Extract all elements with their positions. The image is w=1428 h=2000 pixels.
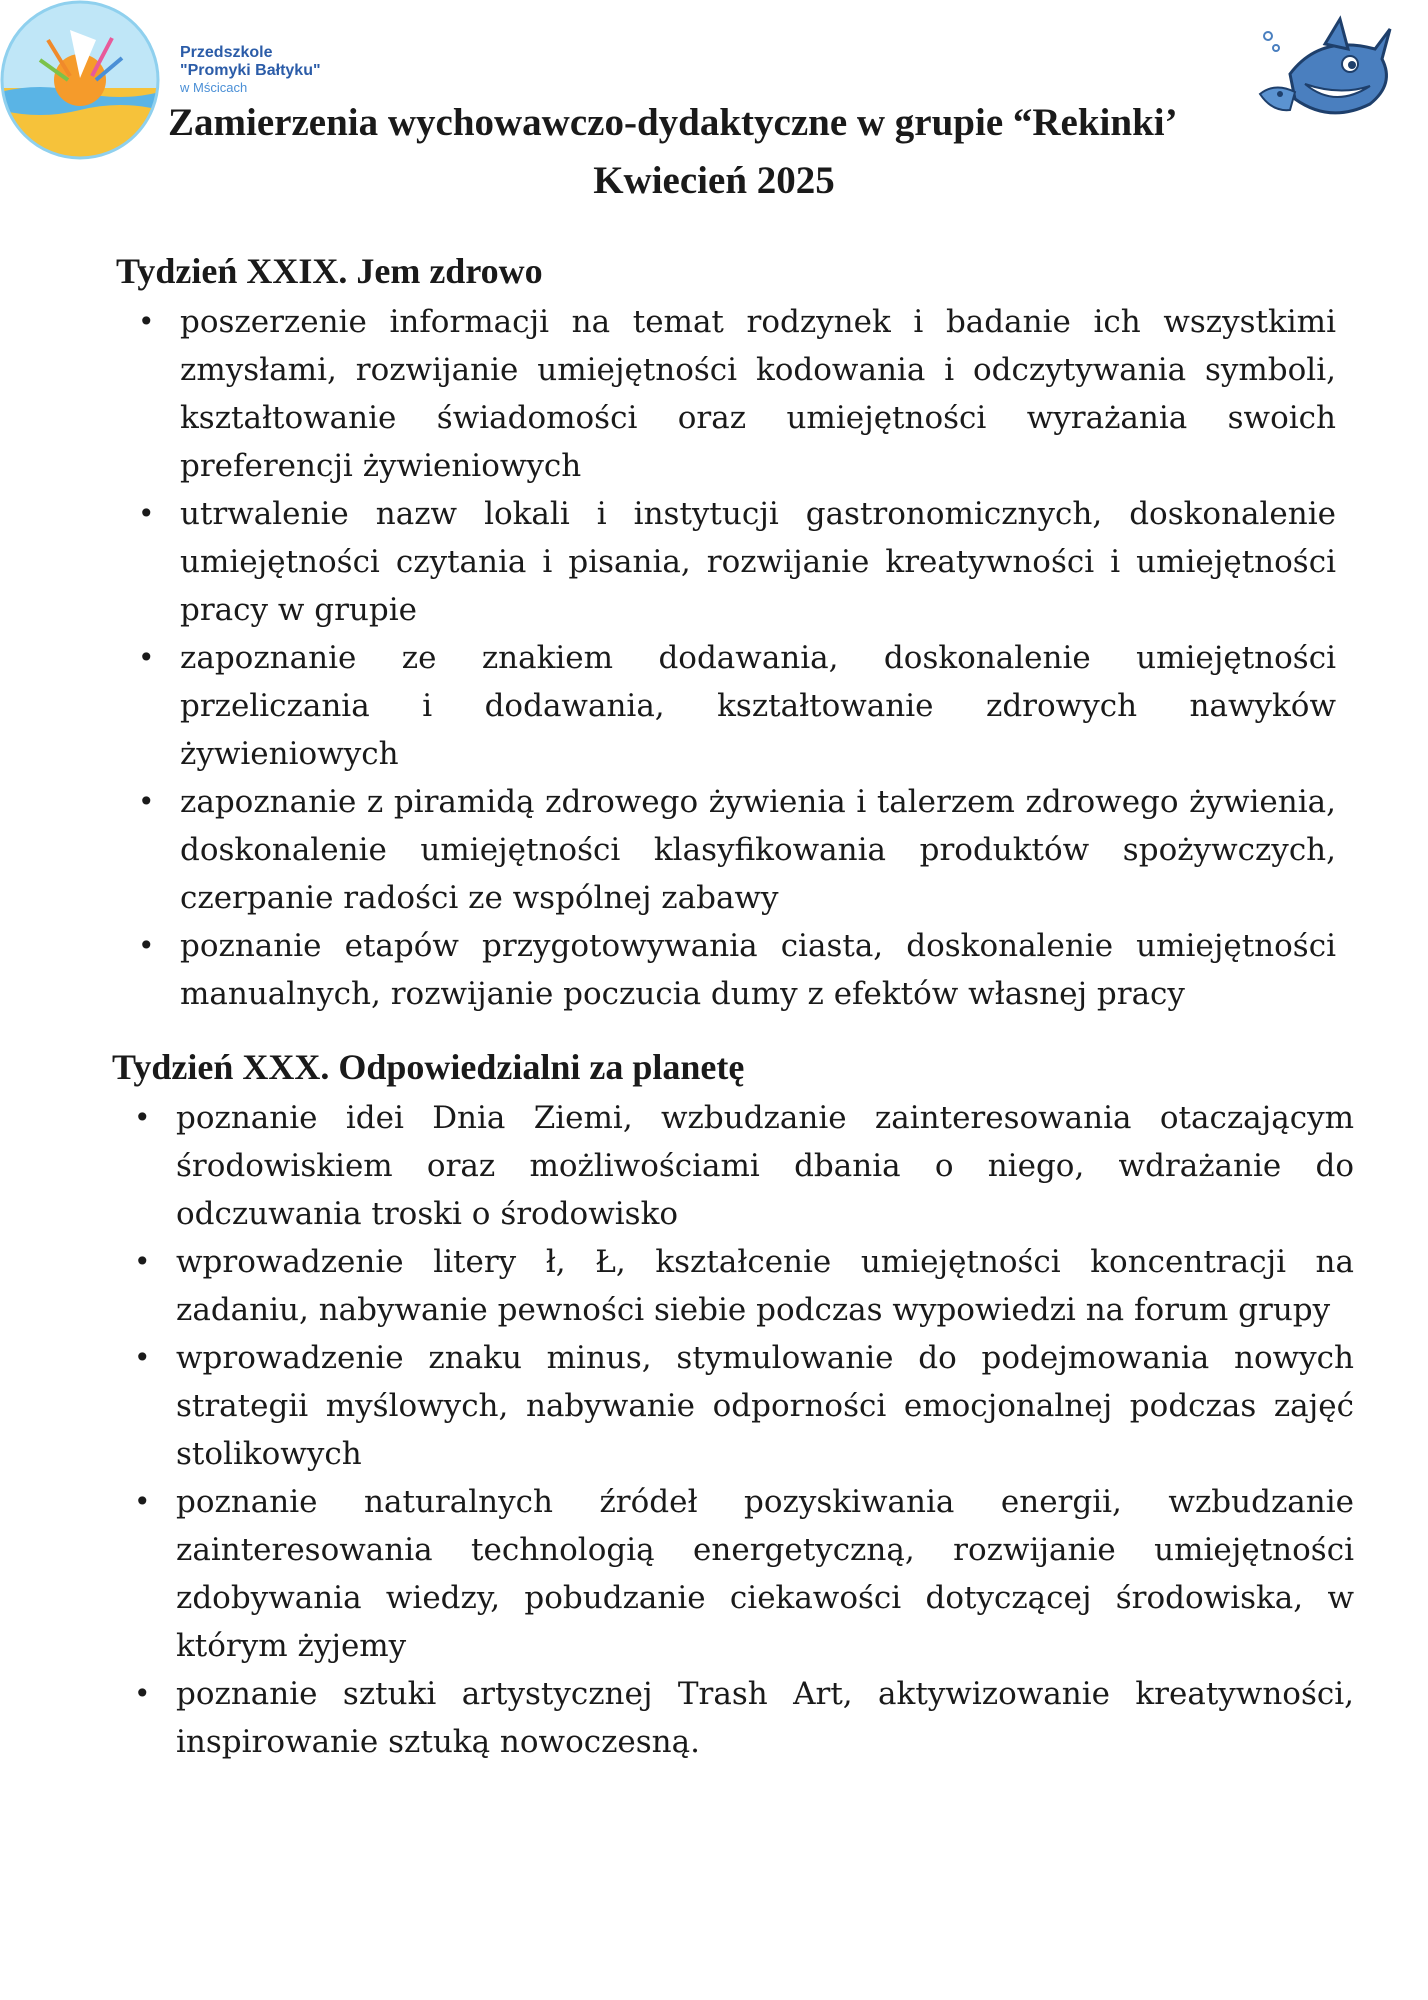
kindergarten-logo xyxy=(0,0,160,160)
list-item: • wprowadzenie znaku minus, stymulowanie do podejmowania nowych strategii myślowych, nabywanie odporności emocjonalnej podczas zajęć stolikowych xyxy=(112,1334,1354,1478)
week-29-heading: Tydzień XXIX. Jem zdrowo xyxy=(116,251,543,291)
list-item: • poznanie sztuki artystycznej Trash Art, aktywizowanie kreatywności, inspirowanie sztuką nowoczesną. xyxy=(112,1670,1354,1766)
week-29-list xyxy=(116,298,1336,1018)
page-title: Zamierzenia wychowawczo-dydaktyczne w grupie “Rekinki’ xyxy=(168,101,1178,144)
list-item: • zapoznanie z piramidą zdrowego żywienia i talerzem zdrowego żywienia, doskonalenie umiejętności klasyfikowania produktów spożywczych, czerpanie radości ze wspólnej zabawy xyxy=(116,778,1336,922)
brand-line-1: Przedszkole xyxy=(180,44,273,61)
list-item: • utrwalenie nazw lokali i instytucji gastronomicznych, doskonalenie umiejętności czytania i pisania, rozwijanie kreatywności i umiejętności pracy w grupie xyxy=(116,490,1336,634)
list-item: • poszerzenie informacji na temat rodzynek i badanie ich wszystkimi zmysłami, rozwijanie umiejętności kodowania i odczytywania symboli, kształtowanie świadomości oraz umiejętności wyrażania swoich preferencji żywieniowych xyxy=(116,298,1336,490)
week-30-section xyxy=(112,1046,1354,1766)
list-item: • zapoznanie ze znakiem dodawania, doskonalenie umiejętności przeliczania i dodawania, kształtowanie zdrowych nawyków żywieniowych xyxy=(116,634,1336,778)
list-item: • poznanie etapów przygotowywania ciasta, doskonalenie umiejętności manualnych, rozwijanie poczucia dumy z efektów własnej pracy xyxy=(116,922,1336,1018)
list-item: • poznanie idei Dnia Ziemi, wzbudzanie zainteresowania otaczającym środowiskiem oraz możliwościami dbania o niego, wdrażanie do odczuwania troski o środowisko xyxy=(112,1094,1354,1238)
shark-illustration xyxy=(1250,14,1400,134)
week-30-heading: Tydzień XXX. Odpowiedzialni za planetę xyxy=(112,1047,745,1087)
week-30-list xyxy=(112,1094,1354,1766)
page-subtitle: Kwiecień 2025 xyxy=(593,159,835,202)
week-29-section xyxy=(116,250,1336,1018)
brand-line-2: "Promyki Bałtyku" xyxy=(180,62,321,80)
list-item: • wprowadzenie litery ł, Ł, kształcenie umiejętności koncentracji na zadaniu, nabywanie pewności siebie podczas wypowiedzi na forum grupy xyxy=(112,1238,1354,1334)
kindergarten-name xyxy=(180,44,321,96)
list-item: • poznanie naturalnych źródeł pozyskiwania energii, wzbudzanie zainteresowania technologią energetyczną, rozwijanie umiejętności zdobywania wiedzy, pobudzanie ciekawości dotyczącej środowiska, w którym żyjemy xyxy=(112,1478,1354,1670)
brand-line-3: w Mścicach xyxy=(180,79,248,95)
